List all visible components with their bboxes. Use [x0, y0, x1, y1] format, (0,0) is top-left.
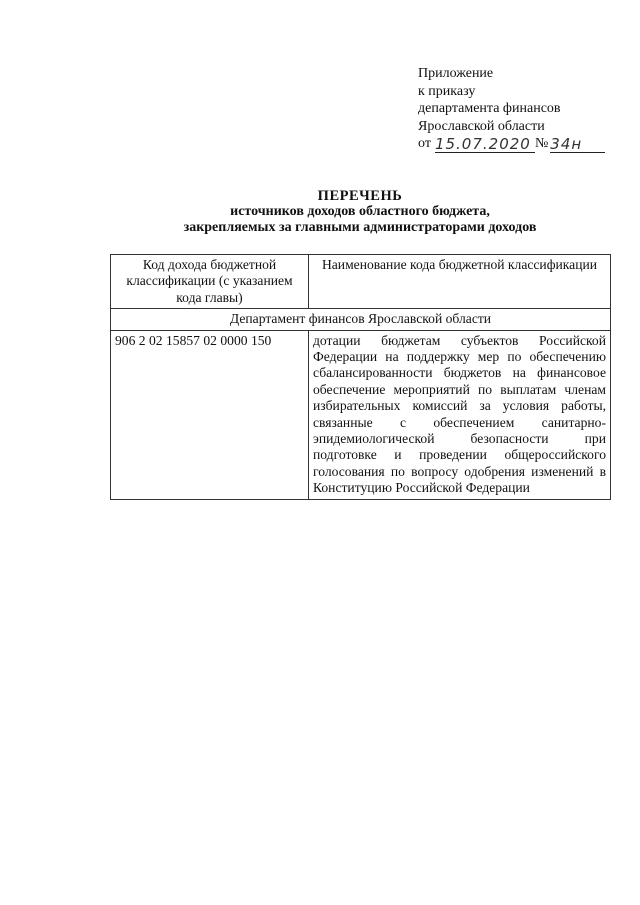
- handwritten-date: 15.07.2020: [435, 136, 535, 153]
- section-row: [111, 309, 611, 330]
- appendix-block: [418, 65, 618, 153]
- handwritten-number: 34н: [550, 136, 605, 153]
- appendix-line: Приложение: [418, 66, 494, 81]
- appendix-line: к приказу: [418, 83, 476, 99]
- number-label: №: [534, 136, 549, 151]
- table-row: [111, 330, 611, 499]
- header-name: Наименование кода бюджетной классификации: [309, 255, 611, 309]
- appendix-line: Ярославской области: [418, 118, 545, 134]
- title-line-2: источников доходов областного бюджета,: [230, 204, 490, 219]
- document-title: [110, 188, 610, 236]
- table-header-row: [111, 255, 611, 309]
- title-line-3: закрепляемых за главными администраторами доходов: [183, 220, 537, 235]
- revenue-name-cell: дотации бюджетам субъектов Российской Федерации на поддержку мер по обеспечению сбалансированности бюджетов на финансовое обеспечение мероприятий по выплатам членам избирательных комиссий за условия работы, связанные с обеспечением санитарно-эпидемиологической безопасности при подготовке и проведении общероссийского голосования по вопросу одобрения изменений в Конституцию Российской Федерации: [309, 330, 611, 499]
- revenue-code-cell: 906 2 02 15857 02 0000 150: [111, 330, 309, 499]
- title-main: ПЕРЕЧЕНЬ: [317, 188, 403, 204]
- section-title: Департамент финансов Ярославской области: [111, 309, 611, 330]
- order-reference: [418, 135, 618, 153]
- from-label: от: [418, 136, 431, 151]
- header-code: Код дохода бюджетной классификации (с указанием кода главы): [111, 255, 309, 309]
- appendix-line: департамента финансов: [418, 101, 561, 116]
- revenue-sources-table: [110, 254, 611, 500]
